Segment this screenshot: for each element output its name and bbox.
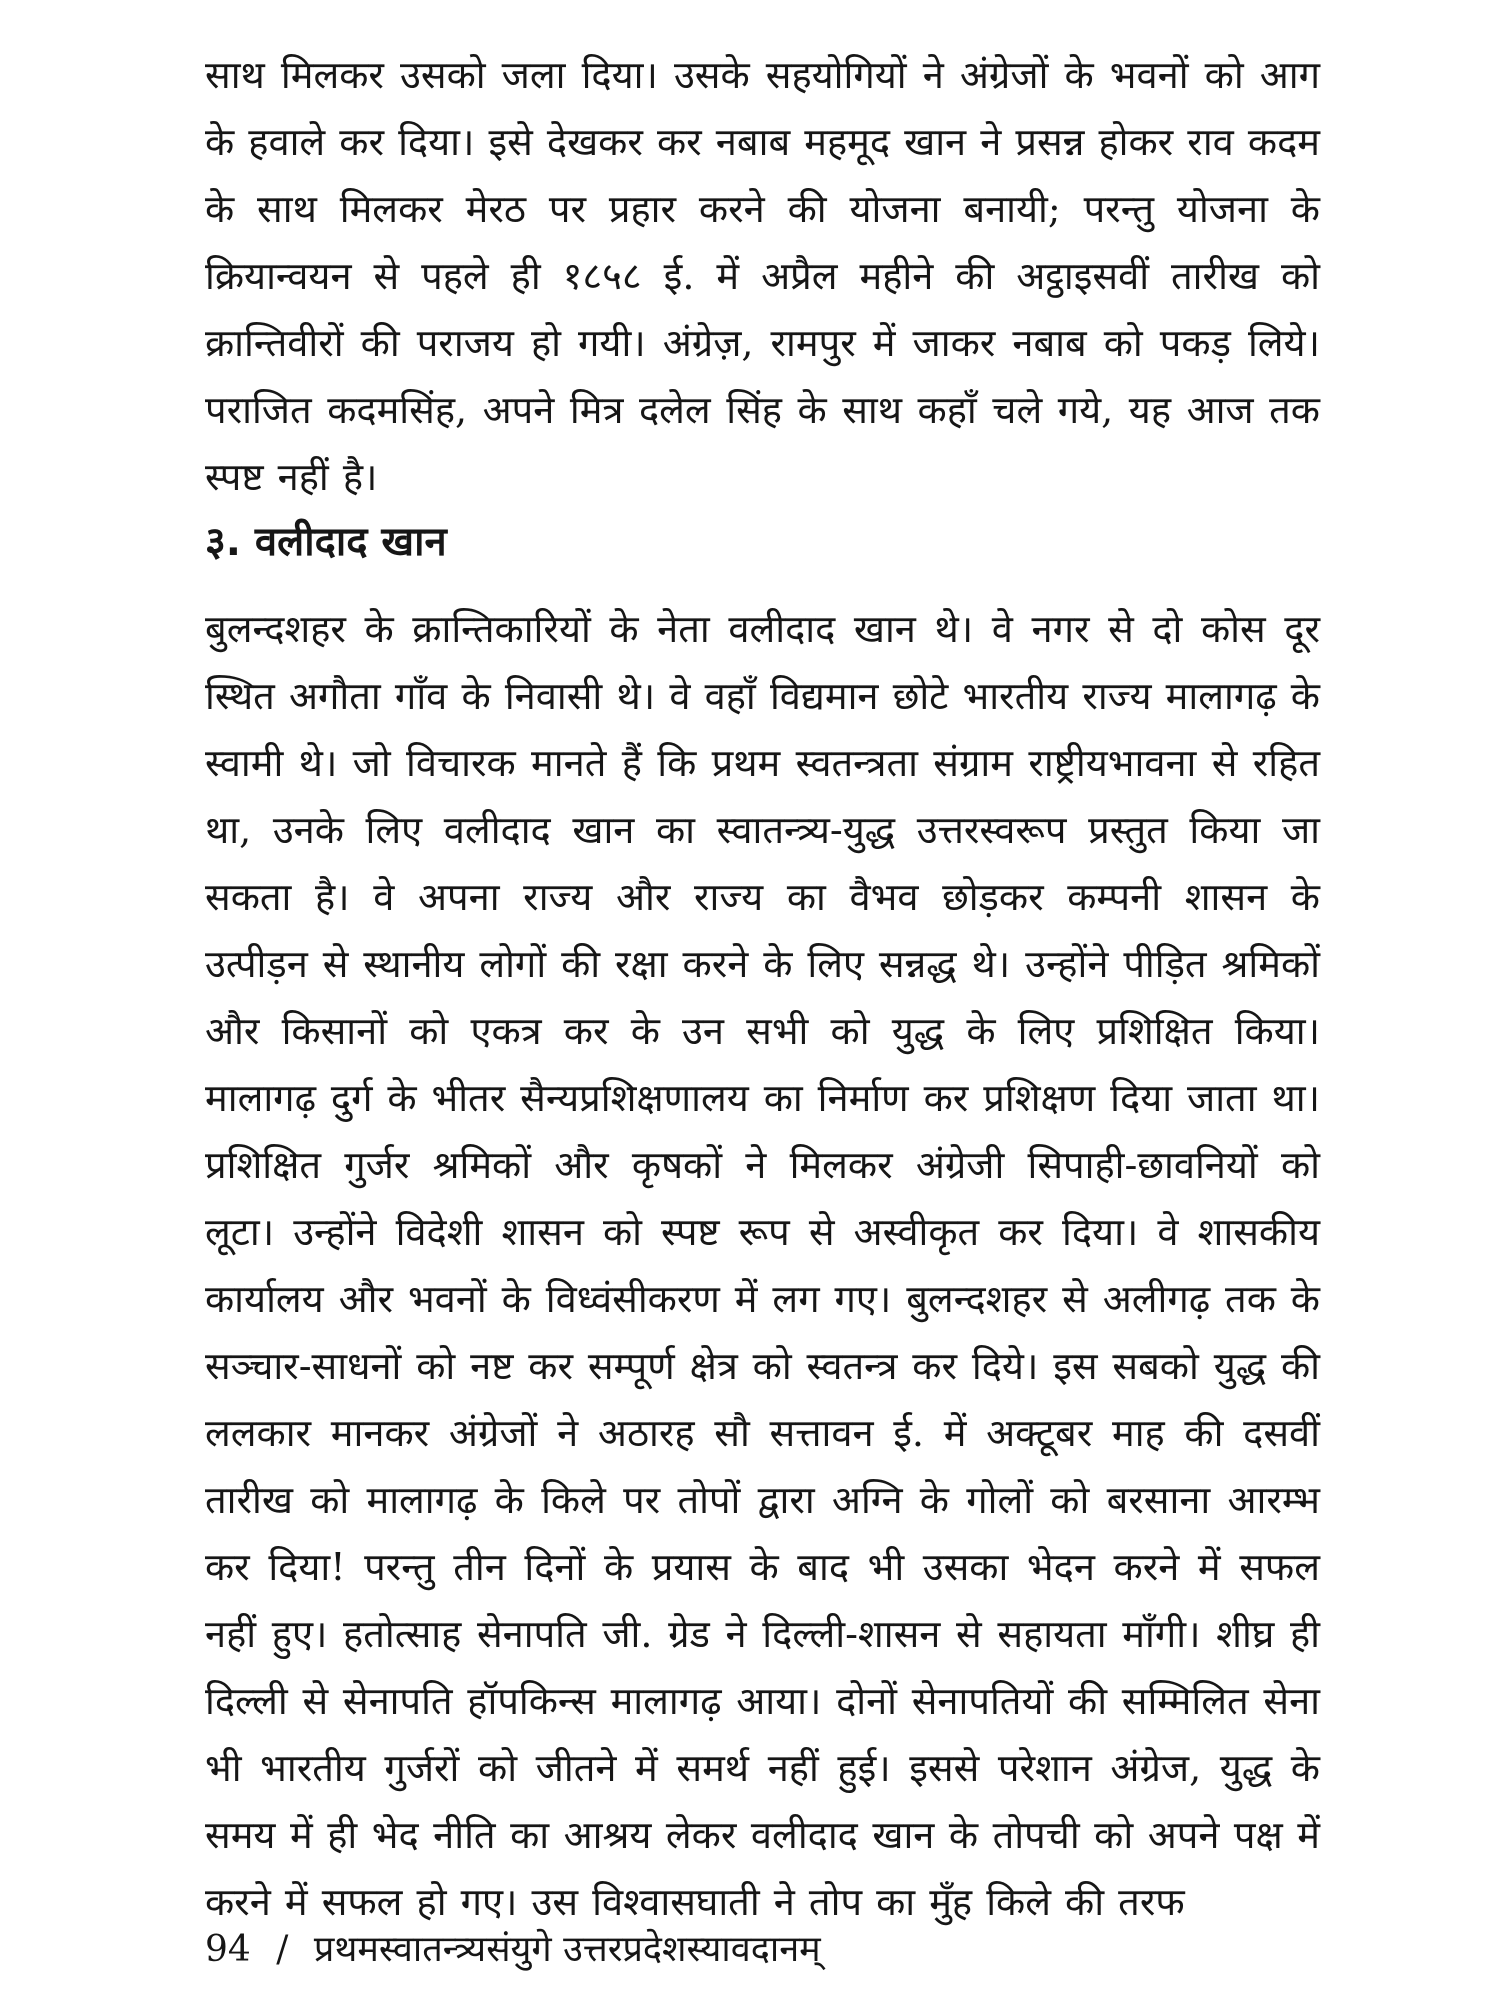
paragraph-walidad-khan: बुलन्दशहर के क्रान्तिकारियों के नेता वलीदाद खान थे। वे नगर से दो कोस दूर स्थित अगौता गाँव के निवासी थे। वे वहाँ विद्यमान छोटे भारतीय राज्य मालागढ़ के स्वामी थे। जो विचारक मानते हैं कि प्रथम स्वतन्त्रता संग्राम राष्ट्रीयभावना से रहित था, उनके लिए वलीदाद खान का स्वातन्त्र्य-युद्ध उत्तरस्वरूप प्रस्तुत किया जा सकता है। वे अपना राज्य और राज्य का वैभव छोड़कर कम्पनी शासन के उत्पीड़न से स्थानीय लोगों की रक्षा करने के लिए सन्नद्ध थे। उन्होंने पीड़ित श्रमिकों और किसानों को एकत्र कर के उन सभी को युद्ध के लिए प्रशिक्षित किया। मालागढ़ दुर्ग के भीतर सैन्यप्रशिक्षणालय का निर्माण कर प्रशिक्षण दिया जाता था। प्रशिक्षित गुर्जर श्रमिकों और कृषकों ने मिलकर अंग्रेजी सिपाही-छावनियों को लूटा। उन्होंने विदेशी शासन को स्पष्ट रूप से अस्वीकृत कर दिया। वे शासकीय कार्यालय और भवनों के विध्वंसीकरण में लग गए। बुलन्दशहर से अलीगढ़ तक के सञ्चार-साधनों को नष्ट कर सम्पूर्ण क्षेत्र को स्वतन्त्र कर दिये। इस सबको युद्ध की ललकार मानकर अंग्रेजों ने अठारह सौ सत्तावन ई. में अक्टूबर माह की दसवीं तारीख को मालागढ़ के किले पर तोपों द्वारा अग्नि के गोलों को बरसाना आरम्भ कर दिया! परन्तु तीन दिनों के प्रयास के बाद भी उसका भेदन करने में सफल नहीं हुए। हतोत्साह सेनापति जी. ग्रेड ने दिल्ली-शासन से सहायता माँगी। शीघ्र ही दिल्ली से सेनापति हॉपकिन्स मालागढ़ आया। दोनों सेनापतियों की सम्मिलित सेना भी भारतीय गुर्जरों को जीतने में समर्थ नहीं हुई। इससे परेशान अंग्रेज, युद्ध के समय में ही भेद नीति का आश्रय लेकर वलीदाद खान के तोपची को अपने पक्ष में करने में सफल हो गए। उस विश्वासघाती ने तोप का मुँह किले की तरफ (205, 607, 1320, 1924)
paragraph-continuation: साथ मिलकर उसको जला दिया। उसके सहयोगियों ने अंग्रेजों के भवनों को आग के हवाले कर दिया। इसे देखकर कर नबाब महमूद खान ने प्रसन्न होकर राव कदम के साथ मिलकर मेरठ पर प्रहार करने की योजना बनायी; परन्तु योजना के क्रियान्वयन से पहले ही १८५८ ई. में अप्रैल महीने की अट्ठाइसवीं तारीख को क्रान्तिवीरों की पराजय हो गयी। अंग्रेज़, रामपुर में जाकर नबाब को पकड़ लिये। पराजित कदमसिंह, अपने मित्र दलेल सिंह के साथ कहाँ चले गये, यह आज तक स्पष्ट नहीं है। (205, 53, 1320, 499)
section-heading: ३. वलीदाद खान (205, 519, 447, 565)
page-number: 94 (205, 1929, 251, 1970)
book-title: प्रथमस्वातन्त्र्यसंयुगे उत्तरप्रदेशस्यावदानम् (313, 1929, 821, 1970)
page-footer (205, 1928, 821, 1972)
footer-separator: / (276, 1929, 289, 1970)
